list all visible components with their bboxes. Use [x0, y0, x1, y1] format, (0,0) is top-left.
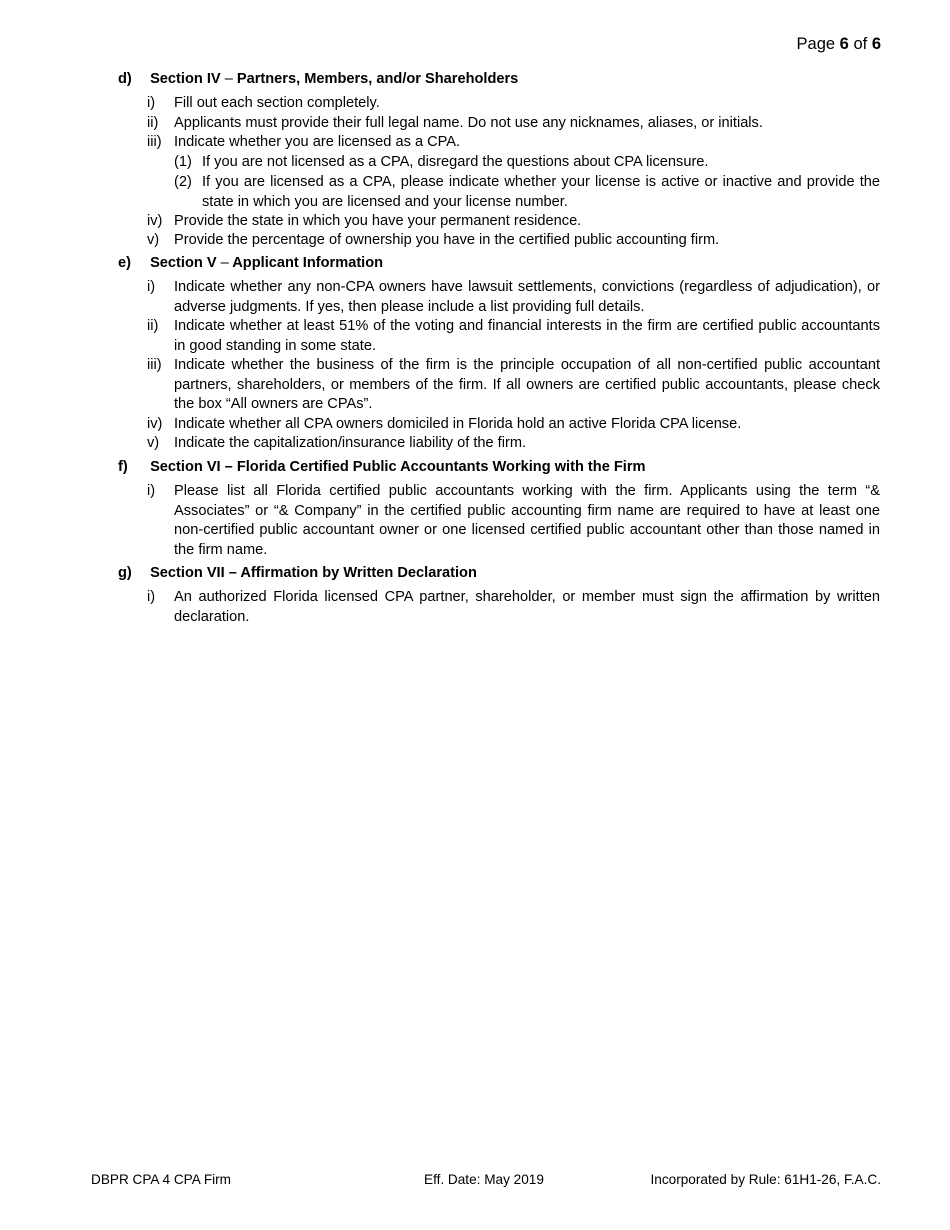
list-item — [147, 434, 880, 454]
item-text: Provide the percentage of ownership you have in the certified public accounting firm. — [174, 232, 720, 248]
item-text: Indicate whether you are licensed as a CPA. — [174, 134, 461, 150]
item-text: Fill out each section completely. — [174, 95, 380, 111]
list-item — [147, 231, 880, 251]
section-title: Section V — [150, 255, 217, 271]
item-text: Indicate whether the business of the firm is the principle occupation of all non-certified public accountant partners, shareholders, or members of the firm. If all owners are certified public accountants, please check the box “All owners are CPAs”. — [174, 357, 880, 412]
sub-list-item — [174, 173, 880, 212]
sub-list-item — [174, 153, 880, 173]
section-title: Section VII – Affirmation by Written Declaration — [150, 565, 477, 581]
list-item — [147, 317, 880, 356]
section-letter: f) — [118, 459, 128, 475]
item-number: (1) — [174, 154, 192, 170]
item-number: i) — [147, 279, 156, 295]
item-number: v) — [147, 232, 160, 248]
list-item — [147, 588, 880, 627]
item-number: iv) — [147, 416, 163, 432]
footer-eff-date: Eff. Date: May 2019 — [424, 1172, 544, 1187]
list-item — [147, 133, 880, 153]
list-item — [147, 114, 880, 134]
section-letter: d) — [118, 71, 132, 87]
page-current: 6 — [839, 35, 849, 53]
section-subtitle: Partners, Members, and/or Shareholders — [236, 71, 519, 87]
page-total: 6 — [871, 35, 881, 53]
item-number: i) — [147, 95, 156, 111]
section-letter: g) — [118, 565, 132, 581]
item-text: If you are licensed as a CPA, please indicate whether your license is active or inactive and provide the state in which you are licensed and your license number. — [202, 174, 880, 210]
section-f-heading — [118, 459, 646, 475]
list-item — [147, 415, 880, 435]
item-number: ii) — [147, 115, 159, 131]
item-number: v) — [147, 435, 160, 451]
item-number: (2) — [174, 174, 192, 190]
list-item — [147, 278, 880, 317]
footer-rule: Incorporated by Rule: 61H1-26, F.A.C. — [650, 1172, 881, 1187]
page-of: of — [853, 35, 868, 53]
item-text: Indicate whether at least 51% of the voting and financial interests in the firm are certified public accountants in good standing in some state. — [174, 318, 880, 354]
section-letter: e) — [118, 255, 131, 271]
item-text: Provide the state in which you have your permanent residence. — [174, 213, 582, 229]
item-number: i) — [147, 589, 156, 605]
page-number — [797, 35, 881, 54]
list-item — [147, 94, 880, 114]
item-number: iii) — [147, 357, 162, 373]
section-d-heading — [118, 71, 518, 87]
item-text: Applicants must provide their full legal name. Do not use any nicknames, aliases, or initials. — [174, 115, 763, 131]
item-number: i) — [147, 483, 156, 499]
page-label: Page — [796, 35, 836, 53]
section-g-heading — [118, 565, 477, 581]
list-item — [147, 356, 880, 415]
title-dash: – — [220, 255, 229, 271]
item-number: iv) — [147, 213, 163, 229]
section-e-heading — [118, 255, 383, 271]
item-number: iii) — [147, 134, 162, 150]
section-subtitle: Applicant Information — [232, 255, 384, 271]
item-text: If you are not licensed as a CPA, disregard the questions about CPA licensure. — [202, 154, 709, 170]
item-text: Please list all Florida certified public accountants working with the firm. Applicants using the term “& Associates” or “& Company” in the certified public accounting firm name are required to have at least one non-certified public accountant owner or one licensed certified public accountant other than those named in the firm name. — [174, 483, 880, 558]
item-text: Indicate whether any non-CPA owners have lawsuit settlements, convictions (regardless of adjudication), or adverse judgments. If yes, then please include a list providing full details. — [174, 279, 880, 315]
footer-form-id: DBPR CPA 4 CPA Firm — [91, 1172, 231, 1187]
list-item — [147, 482, 880, 560]
item-text: Indicate whether all CPA owners domiciled in Florida hold an active Florida CPA license. — [174, 416, 742, 432]
item-text: An authorized Florida licensed CPA partner, shareholder, or member must sign the affirmation by written declaration. — [174, 589, 880, 625]
item-text: Indicate the capitalization/insurance liability of the firm. — [174, 435, 527, 451]
section-title: Section VI – Florida Certified Public Accountants Working with the Firm — [150, 459, 646, 475]
list-item — [147, 212, 880, 232]
section-title: Section IV — [150, 71, 221, 87]
title-dash: – — [224, 71, 233, 87]
item-number: ii) — [147, 318, 159, 334]
